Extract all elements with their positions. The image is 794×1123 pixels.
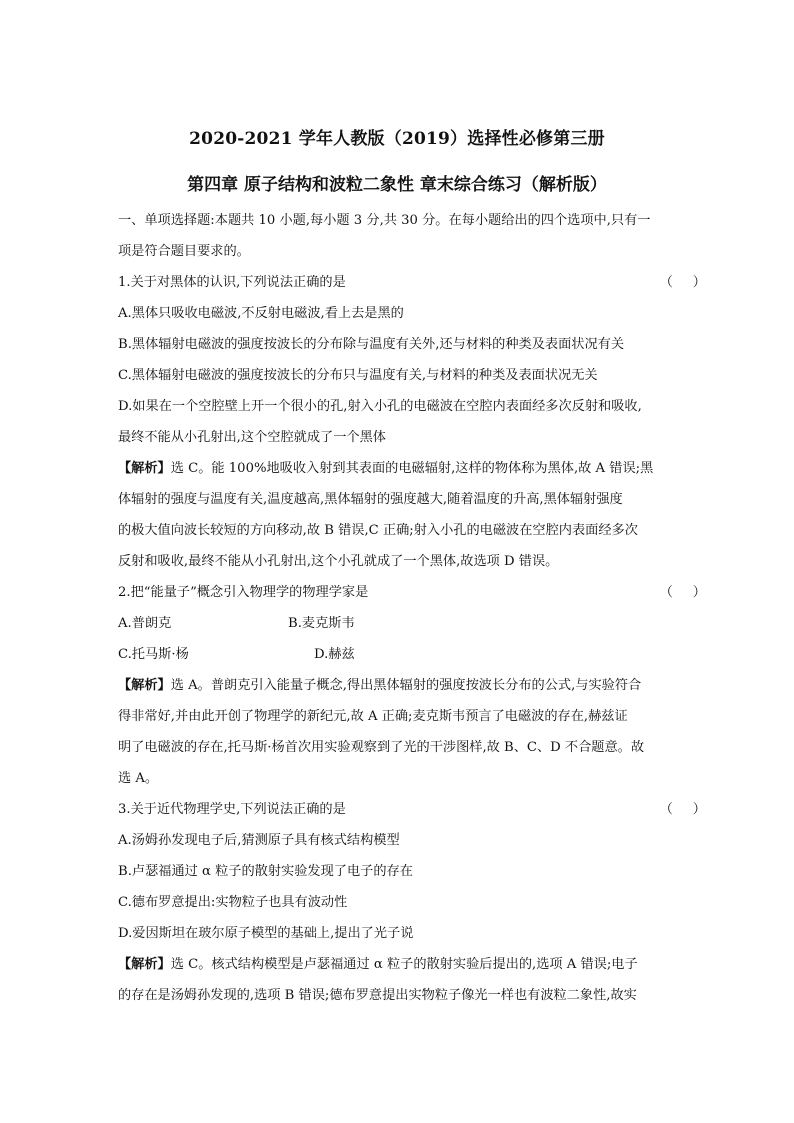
- analysis-tag: 【解析】: [118, 957, 171, 972]
- option-c: C.黑体辐射电磁波的强度按波长的分布只与温度有关,与材料的种类及表面状况无关: [118, 368, 598, 383]
- analysis-line: 反射和吸收,最终不能从小孔射出,这个小孔就成了一个黑体,故选项 D 错误。: [118, 554, 559, 569]
- analysis-line: 选 A。: [118, 771, 159, 786]
- answer-bracket: （）: [659, 802, 726, 817]
- options-row: [118, 608, 726, 639]
- analysis-line: 明了电磁波的存在,托马斯·杨首次用实验观察到了光的干涉图样,故 B、C、D 不合题意。故: [118, 740, 645, 755]
- document-title: 2020-2021 学年人教版（2019）选择性必修第三册: [189, 129, 605, 149]
- section-instruction-line: 项是符合题目要求的。: [118, 244, 250, 259]
- option-d: D.如果在一个空腔壁上开一个很小的孔,射入小孔的电磁波在空腔内表面经多次反射和吸收,: [118, 399, 642, 414]
- option-c: C.德布罗意提出:实物粒子也具有波动性: [118, 895, 348, 910]
- analysis-text: 选 C。核式结构模型是卢瑟福通过 α 粒子的散射实验后提出的,选项 A 错误;电子: [170, 957, 638, 972]
- option-d: D.赫兹: [314, 647, 355, 662]
- option-b: B.麦克斯韦: [288, 616, 355, 631]
- analysis-tag: 【解析】: [118, 461, 171, 476]
- option-a: A.黑体只吸收电磁波,不反射电磁波,看上去是黑的: [118, 306, 404, 321]
- option-b: B.黑体辐射电磁波的强度按波长的分布除与温度有关外,还与材料的种类及表面状况有关: [118, 337, 625, 352]
- section-instruction-line: 一、单项选择题:本题共 10 小题,每小题 3 分,共 30 分。在每小题给出的四个选项中,只有一: [118, 213, 651, 228]
- document-body: [118, 205, 726, 1011]
- option-c: C.托马斯·杨: [118, 647, 189, 662]
- analysis-text: 选 C。能 100%地吸收入射到其表面的电磁辐射,这样的物体称为黑体,故 A 错误;黑: [170, 461, 654, 476]
- analysis-line: [118, 670, 726, 701]
- analysis-line: 体辐射的强度与温度有关,温度越高,黑体辐射的强度越大,随着温度的升高,黑体辐射强度: [118, 492, 623, 507]
- option-a: A.普朗克: [118, 616, 172, 631]
- analysis-line: 的存在是汤姆孙发现的,选项 B 错误;德布罗意提出实物粒子像光一样也有波粒二象性,故实: [118, 988, 637, 1003]
- question-stem: [118, 577, 726, 608]
- analysis-tag: 【解析】: [118, 678, 171, 693]
- question-stem: [118, 794, 726, 825]
- answer-bracket: （）: [659, 275, 726, 290]
- option-a: A.汤姆孙发现电子后,猜测原子具有核式结构模型: [118, 833, 400, 848]
- analysis-line: 的极大值向波长较短的方向移动,故 B 错误,C 正确;射入小孔的电磁波在空腔内表面经多次: [118, 523, 638, 538]
- question-3-stem: 3.关于近代物理学史,下列说法正确的是: [118, 802, 346, 817]
- question-stem: [118, 267, 726, 298]
- analysis-line: [118, 949, 726, 980]
- question-2-stem: 2.把“能量子”概念引入物理学的物理学家是: [118, 585, 369, 600]
- answer-bracket: （）: [659, 585, 726, 600]
- options-row: [118, 639, 726, 670]
- chapter-subtitle: 第四章 原子结构和波粒二象性 章末综合练习（解析版）: [187, 175, 607, 195]
- analysis-text: 选 A。普朗克引入能量子概念,得出黑体辐射的强度按波长分布的公式,与实验符合: [170, 678, 642, 693]
- option-b: B.卢瑟福通过 α 粒子的散射实验发现了电子的存在: [118, 864, 413, 879]
- analysis-line: [118, 453, 726, 484]
- question-1-stem: 1.关于对黑体的认识,下列说法正确的是: [118, 275, 346, 290]
- option-d: D.爱因斯坦在玻尔原子模型的基础上,提出了光子说: [118, 926, 414, 941]
- option-d-continued: 最终不能从小孔射出,这个空腔就成了一个黑体: [118, 430, 386, 445]
- analysis-line: 得非常好,并由此开创了物理学的新纪元,故 A 正确;麦克斯韦预言了电磁波的存在,赫兹证: [118, 709, 628, 724]
